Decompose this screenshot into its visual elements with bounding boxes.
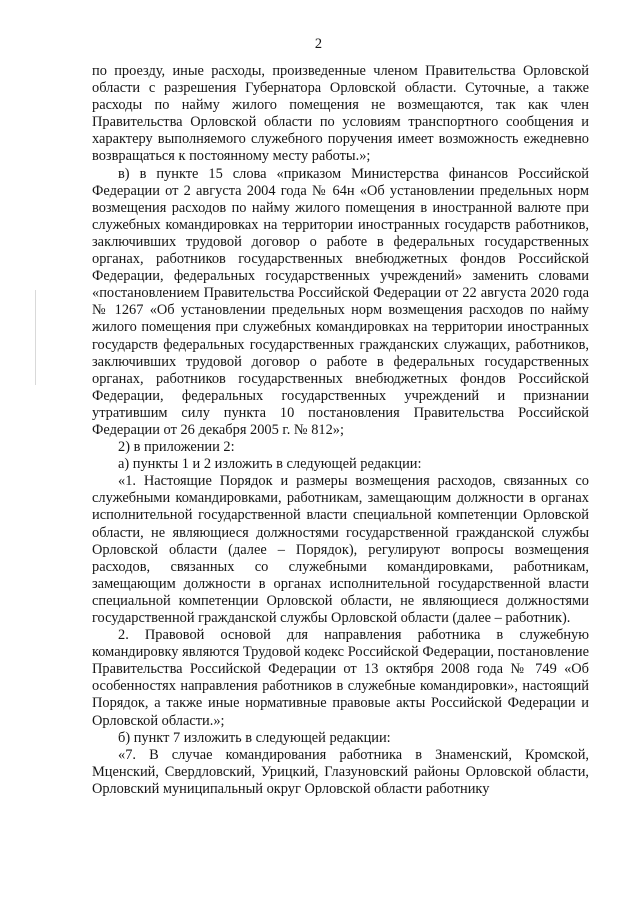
paragraph-item-v: в) в пункте 15 слова «приказом Министерства финансов Российской Федерации от 2 августа 2004 года № 64н «Об установлении предельных норм возмещения расходов по найму жилого помещения в иностранной валюте при служебных командировках на территории иностранных государств работников, заключивших трудовой договор о работе в федеральных государственных органах, работников государственных внебюджетных фондов Российской Федерации, федеральных государственных учреждений» заменить словами «постановлением Правительства Российской Федерации от 22 августа 2020 года № 1267 «Об установлении предельных норм возмещения расходов по найму жилого помещения при служебных командировках на территории иностранных государств федеральных государственных гражданских служащих, работников, заключивших трудовой договор о работе в федеральных государственных органах, работников государственных внебюджетных фондов Российской Федерации, федеральных государственных учреждений и признании утратившим силу пункта 10 постановления Правительства Российской Федерации от 26 декабря 2005 г. № 812»;	[92, 165, 589, 438]
document-body	[92, 63, 589, 798]
paragraph-clause-2: 2. Правовой основой для направления работника в служебную командировку являются Трудовой кодекс Российской Федерации, постановление Правительства Российской Федерации от 13 октября 2008 года № 749 «Об особенностях направления работников в служебные командировки», настоящий Порядок, а также иные нормативные правовые акты Российской Федерации и Орловской области.»;	[92, 627, 589, 729]
page-number: 2	[314, 36, 323, 52]
paragraph-clause-7: «7. В случае командирования работника в Знаменский, Кромской, Мценский, Свердловский, Урицкий, Глазуновский районы Орловской области, Орловский муниципальный округ Орловской области работнику	[92, 746, 589, 797]
paragraph-continuation: по проезду, иные расходы, произведенные членом Правительства Орловской области с разрешения Губернатора Орловской области. Суточные, а также расходы по найму жилого помещения не возмещаются, так как член Правительства Орловской области по условиям транспортного сообщения и характеру выполняемого служебного поручения имеет возможность ежедневно возвращаться к постоянному месту работы.»;	[92, 63, 589, 165]
paragraph-item-a: а) пункты 1 и 2 изложить в следующей редакции:	[118, 456, 422, 473]
paragraph-clause-1: «1. Настоящие Порядок и размеры возмещения расходов, связанных со служебными командировками, работникам, замещающим должности в органах исполнительной государственной власти специальной компетенции Орловской области, не являющиеся должностями государственной гражданской службы Орловской области (далее – Порядок), регулируют вопросы возмещения расходов, связанных со служебными командировками, работникам, замещающим должности в органах исполнительной государственной власти специальной компетенции Орловской области, не являющиеся должностями государственной гражданской службы Орловской области (далее – работник).	[92, 473, 589, 626]
paragraph-item-b: б) пункт 7 изложить в следующей редакции:	[118, 729, 391, 746]
scan-artifact-line	[35, 290, 36, 385]
paragraph-item-2: 2) в приложении 2:	[118, 439, 235, 456]
